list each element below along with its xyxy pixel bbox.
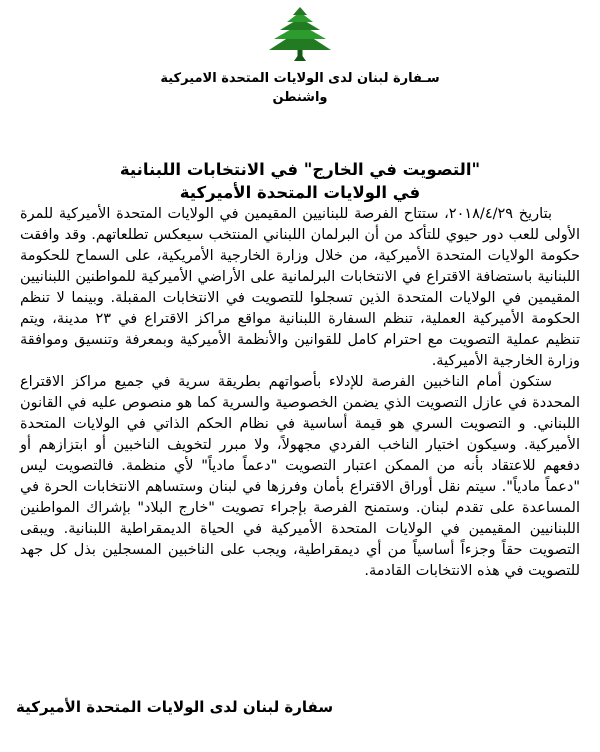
lebanon-cedar-icon	[268, 6, 332, 64]
embassy-name-line: سـفارة لبنان لدى الولايات المتحدة الاميركية	[160, 71, 440, 86]
document-title-line1: "التصويت في الخارج" في الانتخابات اللبنانية	[119, 160, 481, 179]
document-body	[0, 204, 600, 582]
paragraph-voting-announcement: بتاريخ ٢٠١٨/٤/٢٩، ستتاح الفرصة للبنانيين المقيمين في الولايات المتحدة الأميركية للمرة الأولى للعب دور حيوي للتأكد من أن البرلمان اللبناني المنتخب سيعكس تطلعاتهم. وقد وافقت حكومة الولايات المتحدة الأميركية، من خلال وزارة الخارجية الأمريكية، على السماح للحكومة اللبنانية باستضافة الاقتراع في الانتخابات البرلمانية على الأراضي الأميركية للمواطنين اللبنانيين المقيمين في الولايات المتحدة الذين تسجلوا للتصويت في الانتخابات المقبلة. وبينما لا تنظم الحكومة الأميركية العملية، تنظم السفارة اللبنانية مواقع مراكز الاقتراع في ٢٣ مدينة، ويتم تنظيم عملية التصويت مع احترام كامل للقوانين والأنظمة الأميركية وبمعرفة وتنسيق وموافقة وزارة الخارجية الأميركية.	[20, 206, 580, 369]
signature-line: سفارة لبنان لدى الولايات المتحدة الأميركية	[16, 698, 334, 716]
paragraph-secret-ballot: ستكون أمام الناخبين الفرصة للإدلاء بأصواتهم بطريقة سرية في جميع مراكز الاقتراع المحددة في عازل التصويت الذي يضمن الخصوصية والسرية كما هو منصوص عليه في القانون اللبناني. و التصويت السري هو قيمة أساسية في نظام الحكم الذاتي في الولايات المتحدة الأميركية. وسيكون اختيار الناخب الفردي مجهولاً، ولا مبرر لتخويف الناخبين أو ابتزازهم أو دفعهم للاعتقاد بأنه من الممكن اعتبار التصويت "دعماً مادياً" لأي منظمة. فالتصويت ليس "دعماً مادياً". سيتم نقل أوراق الاقتراع بأمان وفرزها في لبنان وستساهم الانتخابات الحرة في المساعدة على تقدم لبنان. وستمنح الفرصة بإجراء تصويت "خارج البلاد" بإشراك المواطنين اللبنانيين المقيمين في الولايات المتحدة الأميركية في الحياة الديمقراطية اللبنانية. ويبقى التصويت حقاً وجزءاً أساسياً من أي ديمقراطية، ويجب على الناخبين المسجلين بذل كل جهد للتصويت في هذه الانتخابات القادمة.	[20, 374, 580, 579]
document-title	[0, 158, 600, 204]
document-title-line2: في الولايات المتحدة الأميركية	[179, 183, 421, 202]
embassy-city-line: واشنطن	[272, 90, 328, 105]
letterhead	[0, 0, 600, 106]
